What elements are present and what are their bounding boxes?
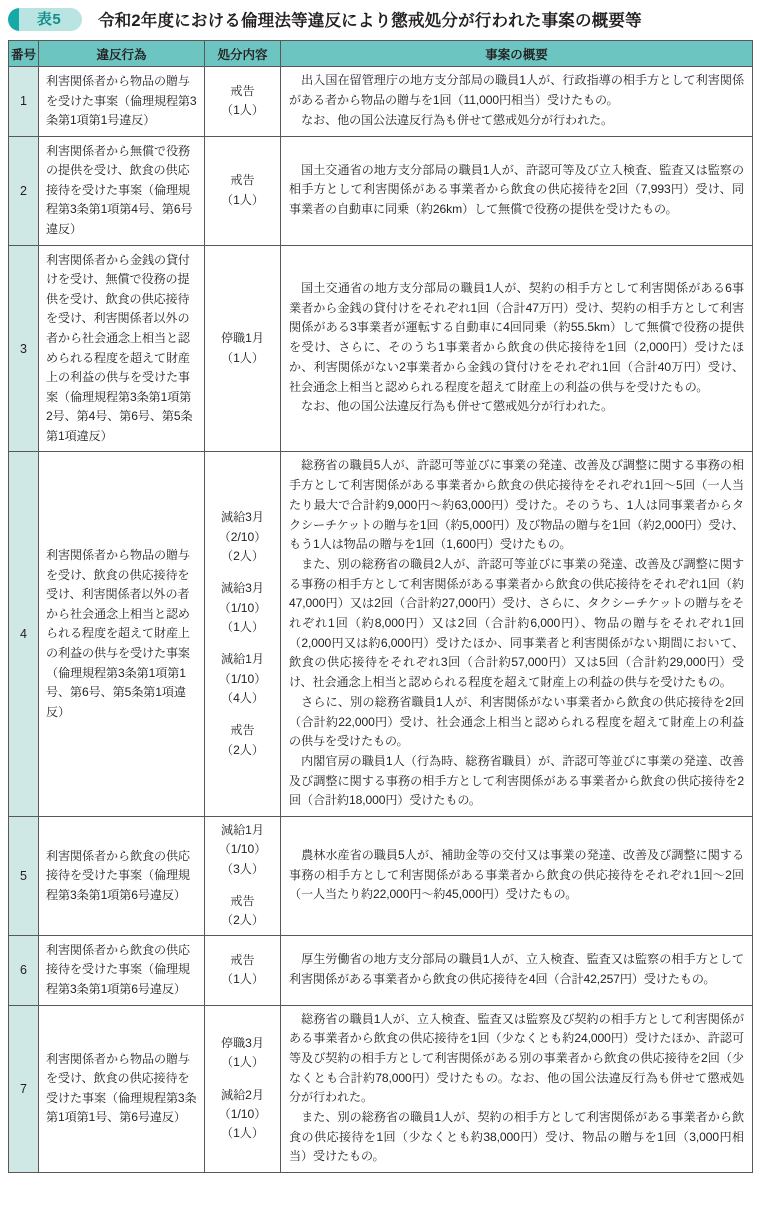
summary-paragraph: なお、他の国公法違反行為も併せて懲戒処分が行われた。 bbox=[301, 112, 613, 127]
table-row bbox=[9, 245, 753, 452]
penalty-line: 戒告 bbox=[230, 723, 255, 738]
summary-paragraph: また、別の総務省の職員1人が、契約の相手方として利害関係がある事業者から飲食の供応接待を1回（少なくとも約38,000円）受け、物品の贈与を1回（3,000円相当）受けたもの。 bbox=[289, 1110, 744, 1164]
penalty-group bbox=[207, 951, 278, 990]
penalty-line: 戒告 bbox=[230, 952, 255, 967]
penalty-line: 停職3月 bbox=[220, 1035, 264, 1050]
penalty-group bbox=[207, 1086, 278, 1144]
table-row bbox=[9, 817, 753, 936]
column-header-summary: 事案の概要 bbox=[281, 41, 753, 67]
case-number-cell: 5 bbox=[9, 817, 39, 936]
case-number-cell: 3 bbox=[9, 245, 39, 452]
case-number-cell: 1 bbox=[9, 67, 39, 137]
penalty-line: （1人） bbox=[220, 350, 264, 365]
penalty-cell bbox=[205, 136, 281, 245]
penalty-line: （1人） bbox=[220, 192, 264, 207]
penalty-line: （1/10） bbox=[218, 671, 267, 686]
summary-cell bbox=[281, 245, 753, 452]
penalty-group bbox=[207, 650, 278, 708]
penalty-cell bbox=[205, 67, 281, 137]
table-number-label: 表5 bbox=[36, 10, 62, 28]
case-number-cell: 6 bbox=[9, 935, 39, 1005]
penalty-line: （1人） bbox=[220, 1126, 264, 1141]
penalty-line: （1人） bbox=[220, 972, 264, 987]
summary-paragraph: なお、他の国公法違反行為も併せて懲戒処分が行われた。 bbox=[301, 399, 613, 414]
penalty-line: （2/10） bbox=[218, 529, 267, 544]
penalty-line: （4人） bbox=[220, 691, 264, 706]
penalty-group bbox=[207, 1034, 278, 1073]
case-number-cell: 4 bbox=[9, 452, 39, 817]
summary-cell bbox=[281, 136, 753, 245]
penalty-cell bbox=[205, 1005, 281, 1173]
summary-paragraph: 厚生労働省の地方支分部局の職員1人が、立入検査、監査又は監察の相手方として利害関係がある事業者から飲食の供応接待を4回（合計42,257円）受けたもの。 bbox=[289, 951, 744, 986]
penalty-group bbox=[207, 721, 278, 760]
column-header-penalty: 処分内容 bbox=[205, 41, 281, 67]
summary-paragraph: 内閣官房の職員1人（行為時、総務省職員）が、許認可等並びに事業の発達、改善及び調整に関する事務の相手方として利害関係がある事業者から飲食の供応接待を2回（合計約18,000円）受けたもの。 bbox=[289, 753, 744, 808]
violation-cell: 利害関係者から物品の贈与を受け、飲食の供応接待を受けた事案（倫理規程第3条第1項第1号、第6号違反） bbox=[39, 1005, 205, 1173]
table-row bbox=[9, 136, 753, 245]
violation-cell: 利害関係者から無償で役務の提供を受け、飲食の供応接待を受けた事案（倫理規程第3条第1項第4号、第6号違反） bbox=[39, 136, 205, 245]
table-row bbox=[9, 1005, 753, 1173]
penalty-line: （3人） bbox=[220, 861, 264, 876]
penalty-cell bbox=[205, 817, 281, 936]
penalty-group bbox=[207, 821, 278, 879]
summary-paragraph: 国土交通省の地方支分部局の職員1人が、契約の相手方として利害関係がある6事業者から金銭の貸付けをそれぞれ1回（合計47万円）受け、契約の相手方として利害関係がある3事業者が運転する自動車に4回同乗（約55.5km）して無償で役務の提供を受け、さらに、そのうち1事業者から飲食の供応接待を1回（2,000円）受けたほか、利害関係がない2事業者から金銭の貸付けをそれぞれ1回（合計40万円）受け、社会通念上相当と認められる程度を超えて財産上の利益の供与を受けたもの。 bbox=[289, 281, 744, 394]
penalty-line: 減給3月 bbox=[220, 510, 264, 525]
table-number-badge bbox=[8, 8, 82, 31]
penalty-group bbox=[207, 508, 278, 566]
column-header-number: 番号 bbox=[9, 41, 39, 67]
penalty-line: 減給1月 bbox=[220, 823, 264, 838]
summary-paragraph: 国土交通省の地方支分部局の職員1人が、許認可等及び立入検査、監査又は監察の相手方として利害関係がある事業者から飲食の供応接待を2回（7,993円）受け、同事業者の自動車に同乗（約26km）して無償で役務の提供を受けたもの。 bbox=[289, 162, 744, 217]
penalty-line: 戒告 bbox=[230, 84, 255, 99]
penalty-line: 戒告 bbox=[230, 894, 255, 909]
penalty-group bbox=[207, 82, 278, 121]
summary-paragraph: 総務省の職員1人が、立入検査、監査又は監察及び契約の相手方として利害関係がある事業者から飲食の供応接待を1回（少なくとも約24,000円）受けたほか、許認可等及び契約の相手方として利害関係がある別の事業者から飲食の供応接待を2回（少なくとも合計約78,000円）受けたもの。なお、他の国公法違反行為も併せて懲戒処分が行われた。 bbox=[289, 1011, 744, 1105]
violation-cell: 利害関係者から金銭の貸付けを受け、無償で役務の提供を受け、飲食の供応接待を受け、利害関係者以外の者から社会通念上相当と認められる程度を超えて財産上の利益の供与を受けた事案（倫理規程第3条第1項第2号、第4号、第6号、第5条第1項違反） bbox=[39, 245, 205, 452]
table-body bbox=[9, 67, 753, 1173]
penalty-line: 減給2月 bbox=[220, 1087, 264, 1102]
penalty-line: （1人） bbox=[220, 1055, 264, 1070]
penalty-group bbox=[207, 579, 278, 637]
summary-paragraph: 出入国在留管理庁の地方支分部局の職員1人が、行政指導の相手方として利害関係がある者から物品の贈与を1回（11,000円相当）受けたもの。 bbox=[289, 73, 744, 108]
violation-cell: 利害関係者から飲食の供応接待を受けた事案（倫理規程第3条第1項第6号違反） bbox=[39, 817, 205, 936]
page-title: 令和2年度における倫理法等違反により懲戒処分が行われた事案の概要等 bbox=[98, 12, 642, 30]
penalty-line: （1/10） bbox=[218, 600, 267, 615]
penalty-line: 減給1月 bbox=[220, 652, 264, 667]
penalty-line: （2人） bbox=[220, 549, 264, 564]
penalty-group bbox=[207, 171, 278, 210]
table-row bbox=[9, 67, 753, 137]
summary-cell bbox=[281, 935, 753, 1005]
violation-cell: 利害関係者から物品の贈与を受けた事案（倫理規程第3条第1項第1号違反） bbox=[39, 67, 205, 137]
penalty-line: （1/10） bbox=[218, 842, 267, 857]
summary-cell bbox=[281, 452, 753, 817]
summary-paragraph: 農林水産省の職員5人が、補助金等の交付又は事業の発達、改善及び調整に関する事務の相手方として利害関係がある事業者から飲食の供応接待をそれぞれ1回〜2回（一人当たり約22,000円〜約45,000円）受けたもの。 bbox=[289, 847, 744, 902]
penalty-line: （1/10） bbox=[218, 1107, 267, 1121]
penalty-line: （1人） bbox=[220, 620, 264, 635]
case-number-cell: 2 bbox=[9, 136, 39, 245]
summary-cell bbox=[281, 817, 753, 936]
column-header-violation: 違反行為 bbox=[39, 41, 205, 67]
violation-cell: 利害関係者から飲食の供応接待を受けた事案（倫理規程第3条第1項第6号違反） bbox=[39, 935, 205, 1005]
penalty-group bbox=[207, 892, 278, 931]
penalty-cell bbox=[205, 452, 281, 817]
penalty-line: （2人） bbox=[220, 742, 264, 757]
penalty-line: 戒告 bbox=[230, 173, 255, 188]
disciplinary-cases-table bbox=[8, 40, 753, 1173]
penalty-group bbox=[207, 329, 278, 368]
summary-paragraph: また、別の総務省の職員2人が、許認可等並びに事業の発達、改善及び調整に関する事務の相手方として利害関係がある事業者から飲食の供応接待をそれぞれ1回（約47,000円）又は2回（合計約27,000円）受け、さらに、タクシーチケットの贈与をそれぞれ1回（約8,000円）又は2回（合計約6,000円）、物品の贈与をそれぞれ1回（2,000円又は約6,000円）受けたほか、同事業者と利害関係がない期間において、飲食の供応接待をそれぞれ3回（合計約57,000円）又は5回（合計約29,000円）受け、社会通念上相当と認められる程度を超えて財産上の利益の供与を受けたもの。 bbox=[289, 556, 744, 690]
table-title-bar bbox=[0, 0, 760, 40]
violation-cell: 利害関係者から物品の贈与を受け、飲食の供応接待を受け、利害関係者以外の者から社会通念上相当と認められる程度を超えて財産上の利益の供与を受けた事案（倫理規程第3条第1項第1号、第6号、第5条第1項違反） bbox=[39, 452, 205, 817]
penalty-line: （2人） bbox=[220, 913, 264, 928]
table-header bbox=[9, 41, 753, 67]
summary-paragraph: さらに、別の総務省職員1人が、利害関係がない事業者から飲食の供応接待を2回（合計約22,000円）受け、社会通念上相当と認められる程度を超えて財産上の利益の供与を受けたもの。 bbox=[289, 694, 744, 749]
table-row bbox=[9, 935, 753, 1005]
summary-paragraph: 総務省の職員5人が、許認可等並びに事業の発達、改善及び調整に関する事務の相手方として利害関係がある事業者から飲食の供応接待をそれぞれ1回〜5回（一人当たり最大で合計約9,000円〜約63,000円）受けた。そのうち、1人は同事業者からタクシーチケットの贈与を1回（約5,000円）及び物品の贈与を1回（約2,000円）受け、もう1人は物品の贈与を1回（1,600円）受けたもの。 bbox=[289, 458, 745, 552]
case-number-cell: 7 bbox=[9, 1005, 39, 1173]
summary-cell bbox=[281, 67, 753, 137]
penalty-line: 停職1月 bbox=[220, 331, 264, 346]
penalty-line: （1人） bbox=[220, 103, 264, 118]
penalty-line: 減給3月 bbox=[220, 581, 264, 596]
penalty-cell bbox=[205, 935, 281, 1005]
table-row bbox=[9, 452, 753, 817]
table-header-row bbox=[9, 41, 753, 67]
penalty-cell bbox=[205, 245, 281, 452]
summary-cell bbox=[281, 1005, 753, 1173]
